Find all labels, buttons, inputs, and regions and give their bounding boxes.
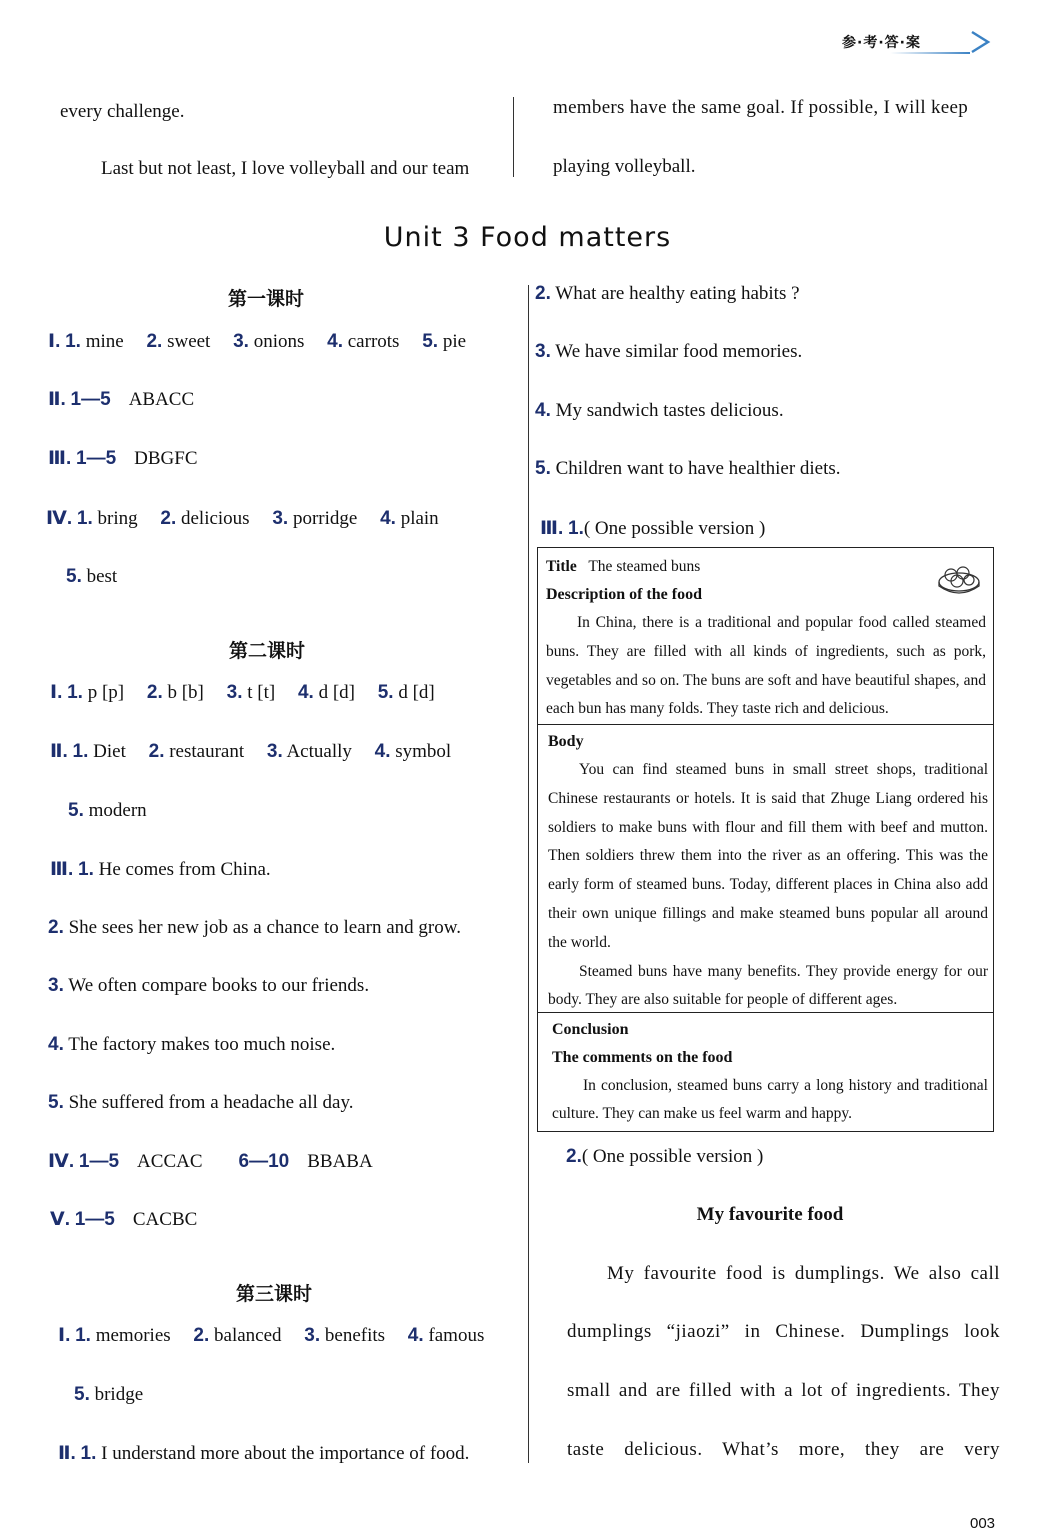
lesson1-q1: Ⅰ. 1. mine 2. sweet 3. onions 4. carrots 5. pie <box>48 331 467 352</box>
chevron-right-icon <box>966 30 992 54</box>
lesson1-q2: Ⅱ. 1—5 ABACC <box>48 389 195 410</box>
roman-numeral: Ⅰ. <box>48 331 61 352</box>
lesson3-q2-item4: 4. My sandwich tastes delicious. <box>535 400 784 421</box>
column-divider-top <box>513 97 514 177</box>
essay-line: dumplings “jiaozi” in Chinese. Dumplings look <box>567 1321 1000 1342</box>
essay-line: small and are filled with a lot of ingredients. They <box>567 1380 1000 1401</box>
lesson2-q3-item4: 4. The factory makes too much noise. <box>48 1034 336 1055</box>
lesson2-q1: Ⅰ. 1. p [p] 2. b [b] 3. t [t] 4. d [d] 5. d [d] <box>50 682 435 703</box>
lesson2-q2-cont: 5. modern <box>68 800 147 821</box>
box-conclusion-label: Conclusion <box>552 1021 629 1038</box>
box-description-section <box>538 548 993 723</box>
page-number: 003 <box>970 1515 996 1532</box>
lesson2-q5: Ⅴ. 1—5 CACBC <box>50 1209 198 1230</box>
box-body-p2: Steamed buns have many benefits. They provide energy for our body. They are also suitable for people of different ages. <box>548 962 988 1009</box>
lesson3-q2-item1: Ⅱ. 1. I understand more about the importance of food. <box>58 1443 470 1464</box>
box-body-p1: You can find steamed buns in small street shops, traditional Chinese restaurants or hotels. It is said that Zhuge Liang ordered his soldiers to make buns with flour and fill them with beef and mutton. Then soldiers threw them into the river as an offering. This was the early form of steamed buns. Today, different places in China also add their own unique fillings and make steamed buns popular all around the world. <box>548 761 988 951</box>
steamed-bun-icon <box>937 556 981 594</box>
column-divider-main <box>528 285 529 1463</box>
box-conclusion-section <box>538 1012 993 1131</box>
top-left-line2: Last but not least, I love volleyball and our team <box>101 158 470 179</box>
top-left-line1: every challenge. <box>60 101 185 122</box>
box-title-label: Title <box>546 558 577 575</box>
lesson2-q2: Ⅱ. 1. Diet 2. restaurant 3. Actually 4. symbol <box>50 741 452 762</box>
lesson3-q3-part1: Ⅲ. 1.( One possible version ) <box>540 518 766 539</box>
lesson3-q2-item2: 2. What are healthy eating habits ? <box>535 283 800 304</box>
lesson2-title: 第二课时 <box>229 640 306 662</box>
box-conclusion-text: In conclusion, steamed buns carry a long history and traditional culture. They can make us feel warm and happy. <box>552 1077 988 1122</box>
essay-line: taste delicious. What’s more, they are very <box>567 1439 1000 1460</box>
box-title-row <box>546 553 986 581</box>
lesson2-q3-item5: 5. She suffered from a headache all day. <box>48 1092 354 1113</box>
top-right-line2: playing volleyball. <box>553 156 696 177</box>
header-label: 参·考·答·案 <box>842 35 921 51</box>
lesson2-q3-item3: 3. We often compare books to our friends. <box>48 975 370 996</box>
lesson3-title: 第三课时 <box>236 1283 313 1305</box>
box-desc-label: Description of the food <box>546 586 702 603</box>
lesson1-q4-cont: 5. best <box>66 566 118 587</box>
essay-title: My favourite food <box>696 1204 844 1225</box>
box-desc-text: In China, there is a traditional and popular food called steamed buns. They are filled with all kinds of ingredients, such as pork, vegetables and so on. The buns are soft and have beautiful shapes, and each bun has many folds. They taste rich and delicious. <box>546 614 986 718</box>
unit-title: Unit 3 Food matters <box>383 222 672 253</box>
lesson2-q3-item2: 2. She sees her new job as a chance to learn and grow. <box>48 917 461 938</box>
top-right-line1: members have the same goal. If possible, I will keep <box>553 97 969 118</box>
box-body-label: Body <box>548 733 584 750</box>
lesson3-q1-cont: 5. bridge <box>74 1384 144 1405</box>
lesson1-title: 第一课时 <box>228 288 305 310</box>
writing-outline-box <box>537 547 994 1132</box>
box-comments-label: The comments on the food <box>552 1049 733 1066</box>
lesson3-q2-item5: 5. Children want to have healthier diets. <box>535 458 841 479</box>
header-rule <box>890 52 970 54</box>
box-title-value: The steamed buns <box>588 558 701 575</box>
lesson3-q2-item3: 3. We have similar food memories. <box>535 341 803 362</box>
lesson1-q4: Ⅳ. 1. bring 2. delicious 3. porridge 4. plain <box>46 508 439 529</box>
lesson3-q1: Ⅰ. 1. memories 2. balanced 3. benefits 4. famous <box>58 1325 485 1346</box>
lesson2-q4: Ⅳ. 1—5 ACCAC 6—10 BBABA <box>48 1151 373 1172</box>
essay-line: My favourite food is dumplings. We also call <box>607 1263 1000 1284</box>
lesson2-q3-item1: Ⅲ. 1. He comes from China. <box>50 859 271 880</box>
box-body-section <box>538 724 993 1012</box>
lesson3-q3-part2: 2.( One possible version ) <box>566 1146 764 1167</box>
lesson1-q3: Ⅲ. 1—5 DBGFC <box>48 448 198 469</box>
